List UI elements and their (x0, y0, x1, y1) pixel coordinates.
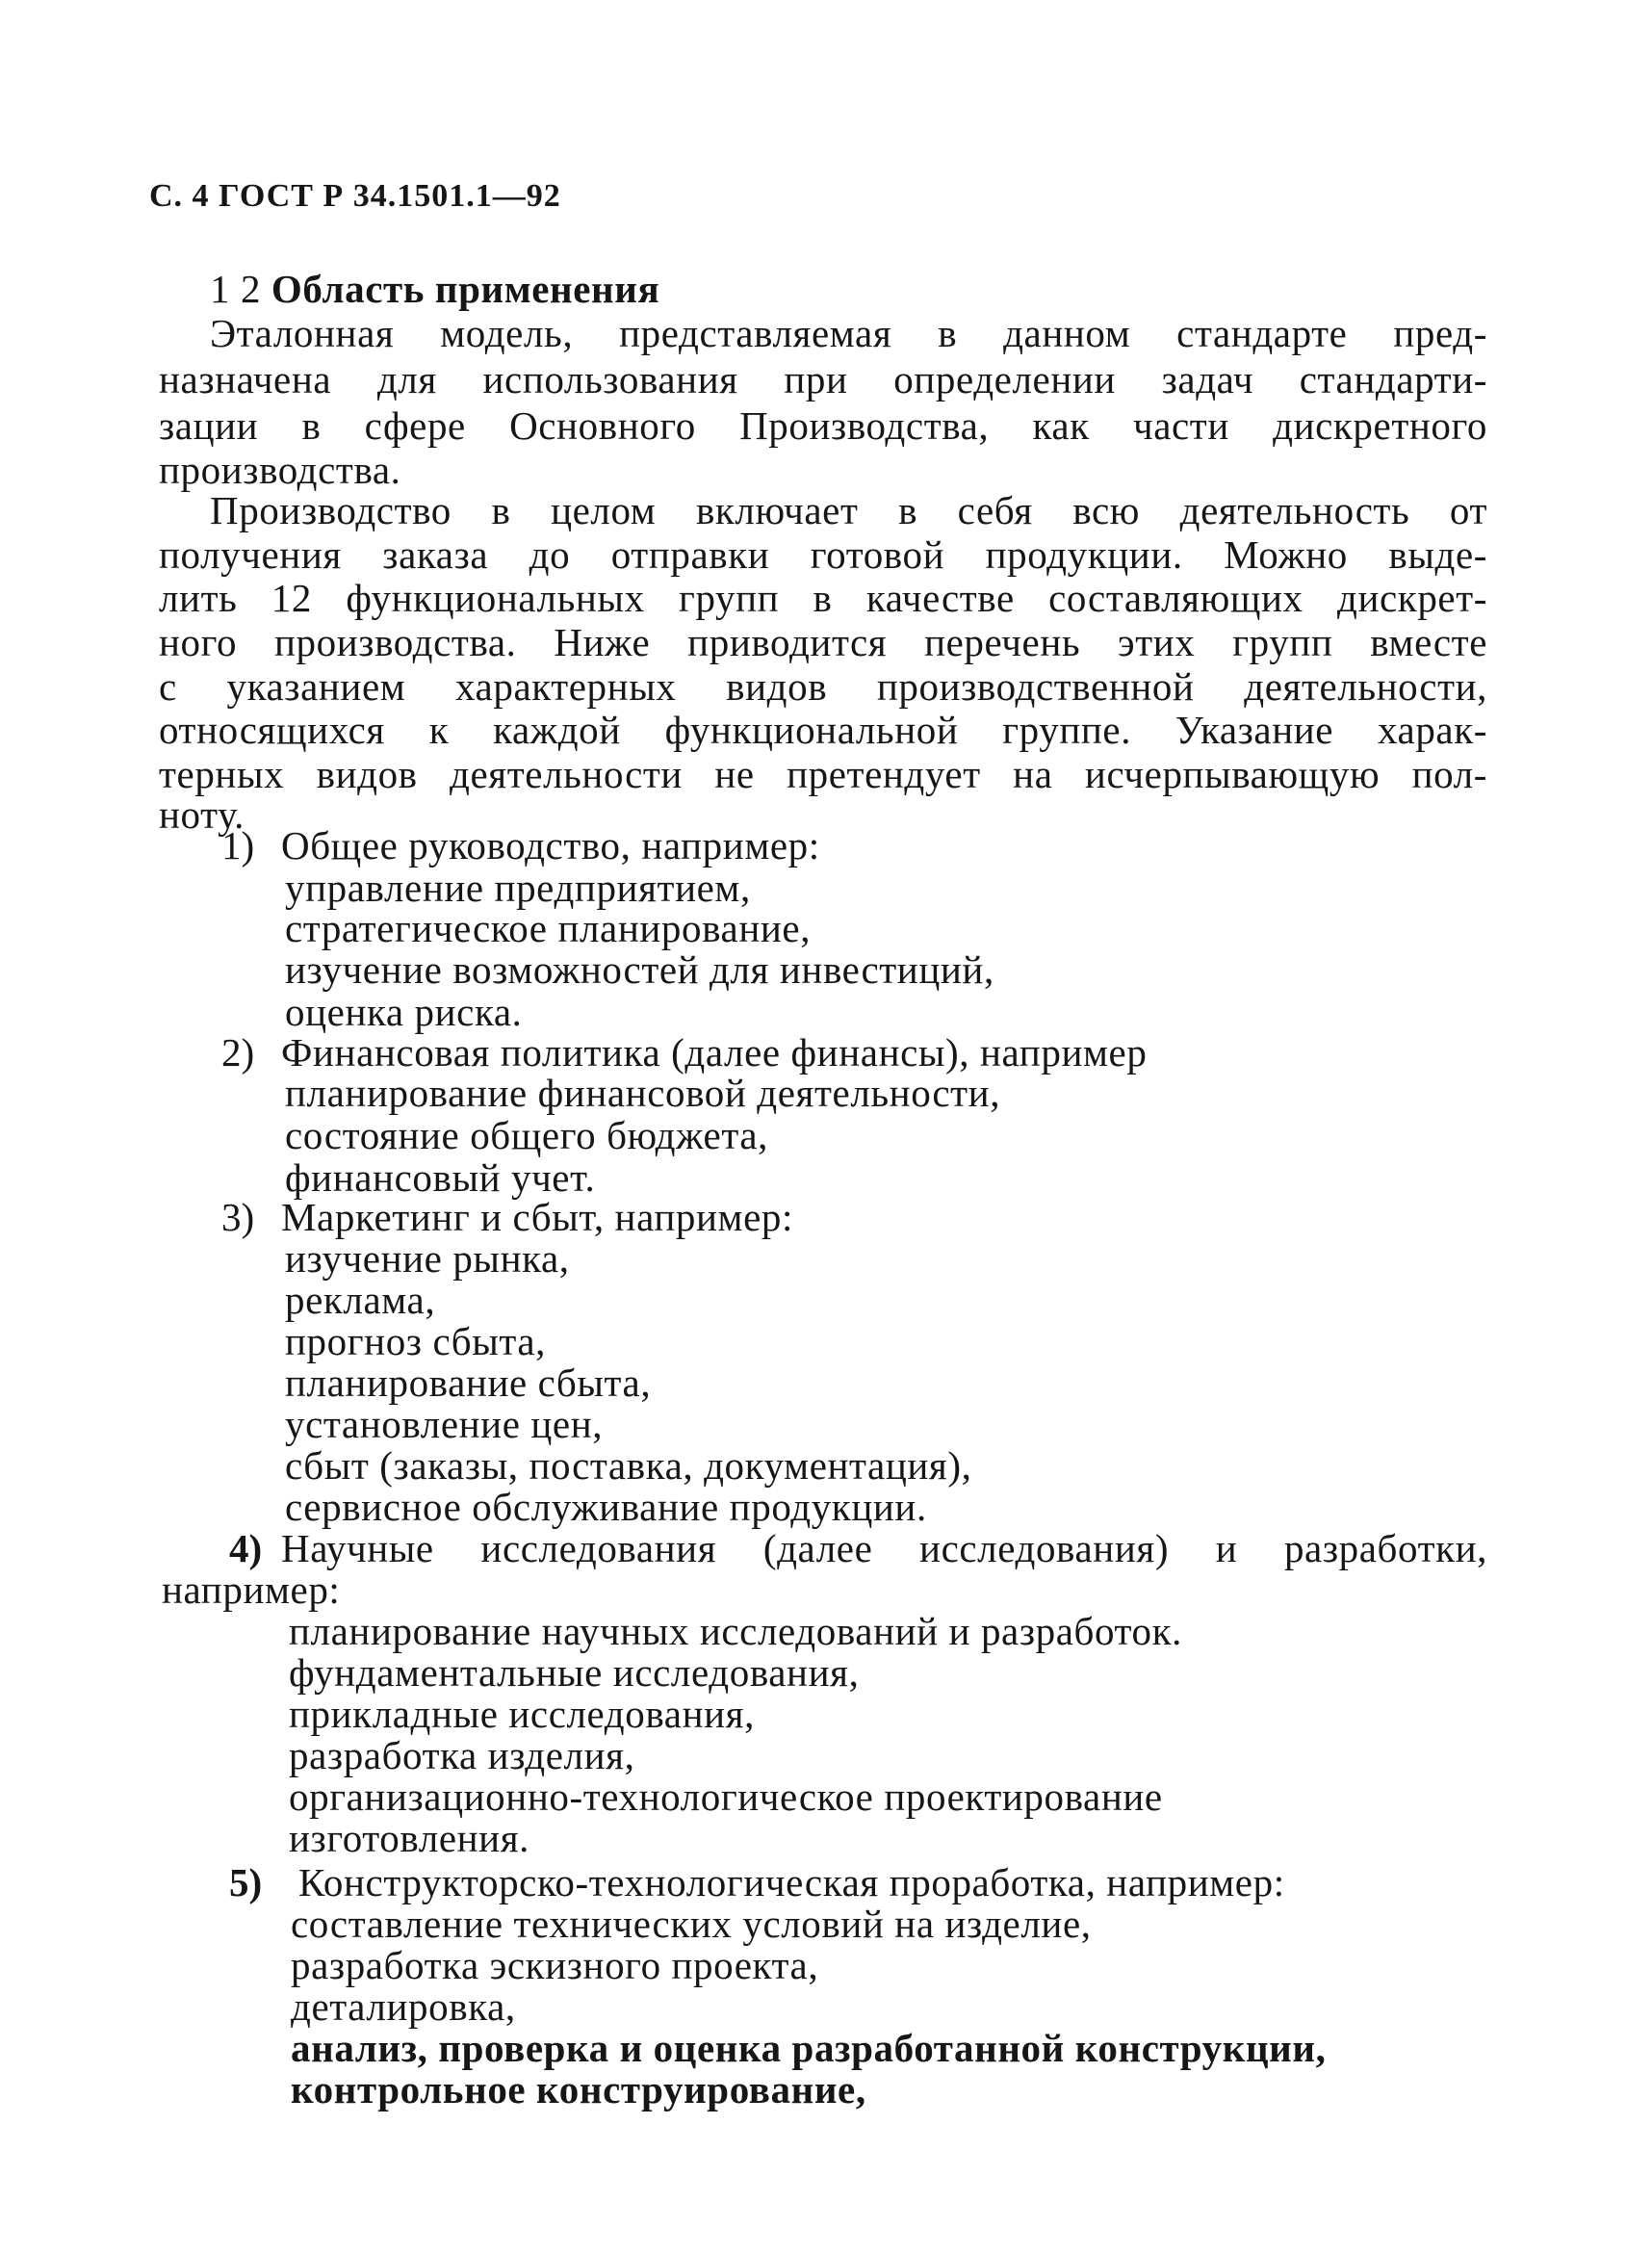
list-number: 4) (229, 1526, 263, 1570)
list-item: деталировка, (291, 1984, 516, 2029)
list-number: 1) (221, 823, 255, 868)
list-item: планирование финансовой деятельности, (285, 1071, 1001, 1115)
group-title: Маркетинг и сбыт, например: (281, 1195, 793, 1239)
paragraph-line: получения заказа до отправки готовой продукции. Можно выде- (159, 532, 1487, 577)
list-item: оценка риска. (285, 990, 523, 1034)
list-item: управление предприятием, (285, 866, 751, 910)
group-title: Конструкторско-технологическая проработка, например: (298, 1860, 1285, 1904)
list-item: планирование научных исследований и разработок. (289, 1609, 1182, 1653)
list-item: прогноз сбыта, (285, 1319, 547, 1363)
group-title-continued: например: (162, 1567, 341, 1612)
group-title: Научные исследования (далее исследования) и разработки, (281, 1526, 1487, 1570)
paragraph-line: ноту. (159, 792, 245, 837)
page-header: С. 4 ГОСТ Р 34.1501.1—92 (149, 178, 561, 214)
paragraph-line: относящихся к каждой функциональной группе. Указание харак- (159, 708, 1487, 752)
paragraph-line: терных видов деятельности не претендует на исчерпывающую пол- (159, 752, 1487, 796)
list-item: состояние общего бюджета, (285, 1113, 768, 1157)
list-item: прикладные исследования, (289, 1692, 755, 1736)
list-item: изучение возможностей для инвестиций, (285, 947, 994, 992)
paragraph-line: с указанием характерных видов производственной деятельности, (159, 664, 1487, 709)
list-item: фундаментальные исследования, (289, 1650, 860, 1695)
list-number: 3) (221, 1195, 255, 1239)
section-title: Область применения (271, 267, 660, 311)
list-item: планирование сбыта, (285, 1360, 652, 1405)
list-item: контрольное конструирование, (291, 2067, 866, 2112)
list-number: 2) (221, 1030, 255, 1075)
paragraph-line: назначена для использования при определении задач стандарти- (159, 357, 1487, 402)
list-item: разработка эскизного проекта, (291, 1943, 819, 1987)
list-item: составление технических условий на изделие, (291, 1902, 1092, 1946)
list-item: разработка изделия, (289, 1733, 635, 1777)
section-heading (210, 266, 659, 312)
paragraph-line: зации в сфере Основного Производства, как части дискретного (159, 403, 1487, 448)
list-item: финансовый учет. (285, 1155, 596, 1200)
section-number: 1 2 (210, 267, 262, 311)
list-item: организационно-технологическое проектирование (289, 1775, 1163, 1819)
list-item: установление цен, (285, 1402, 604, 1446)
list-number: 5) (229, 1860, 263, 1904)
list-item: реклама, (285, 1278, 436, 1322)
list-item: сбыт (заказы, поставка, документация), (285, 1443, 972, 1488)
paragraph-line: ного производства. Ниже приводится перечень этих групп вместе (159, 620, 1487, 664)
group-title: Общее руководство, например: (281, 823, 820, 868)
list-item: анализ, проверка и оценка разработанной конструкции, (291, 2026, 1327, 2070)
paragraph-line: производства. (159, 448, 401, 492)
paragraph-line: лить 12 функциональных групп в качестве составляющих дискрет- (159, 576, 1487, 620)
list-item: изготовления. (289, 1816, 530, 1860)
paragraph-line: Производство в целом включает в себя всю деятельность от (210, 488, 1487, 532)
list-item: стратегическое планирование, (285, 906, 812, 950)
list-item: изучение рынка, (285, 1236, 570, 1281)
paragraph-line: Эталонная модель, представляемая в данном стандарте пред- (210, 311, 1487, 355)
group-title: Финансовая политика (далее финансы), например (281, 1030, 1148, 1075)
list-item: сервисное обслуживание продукции. (285, 1485, 927, 1529)
